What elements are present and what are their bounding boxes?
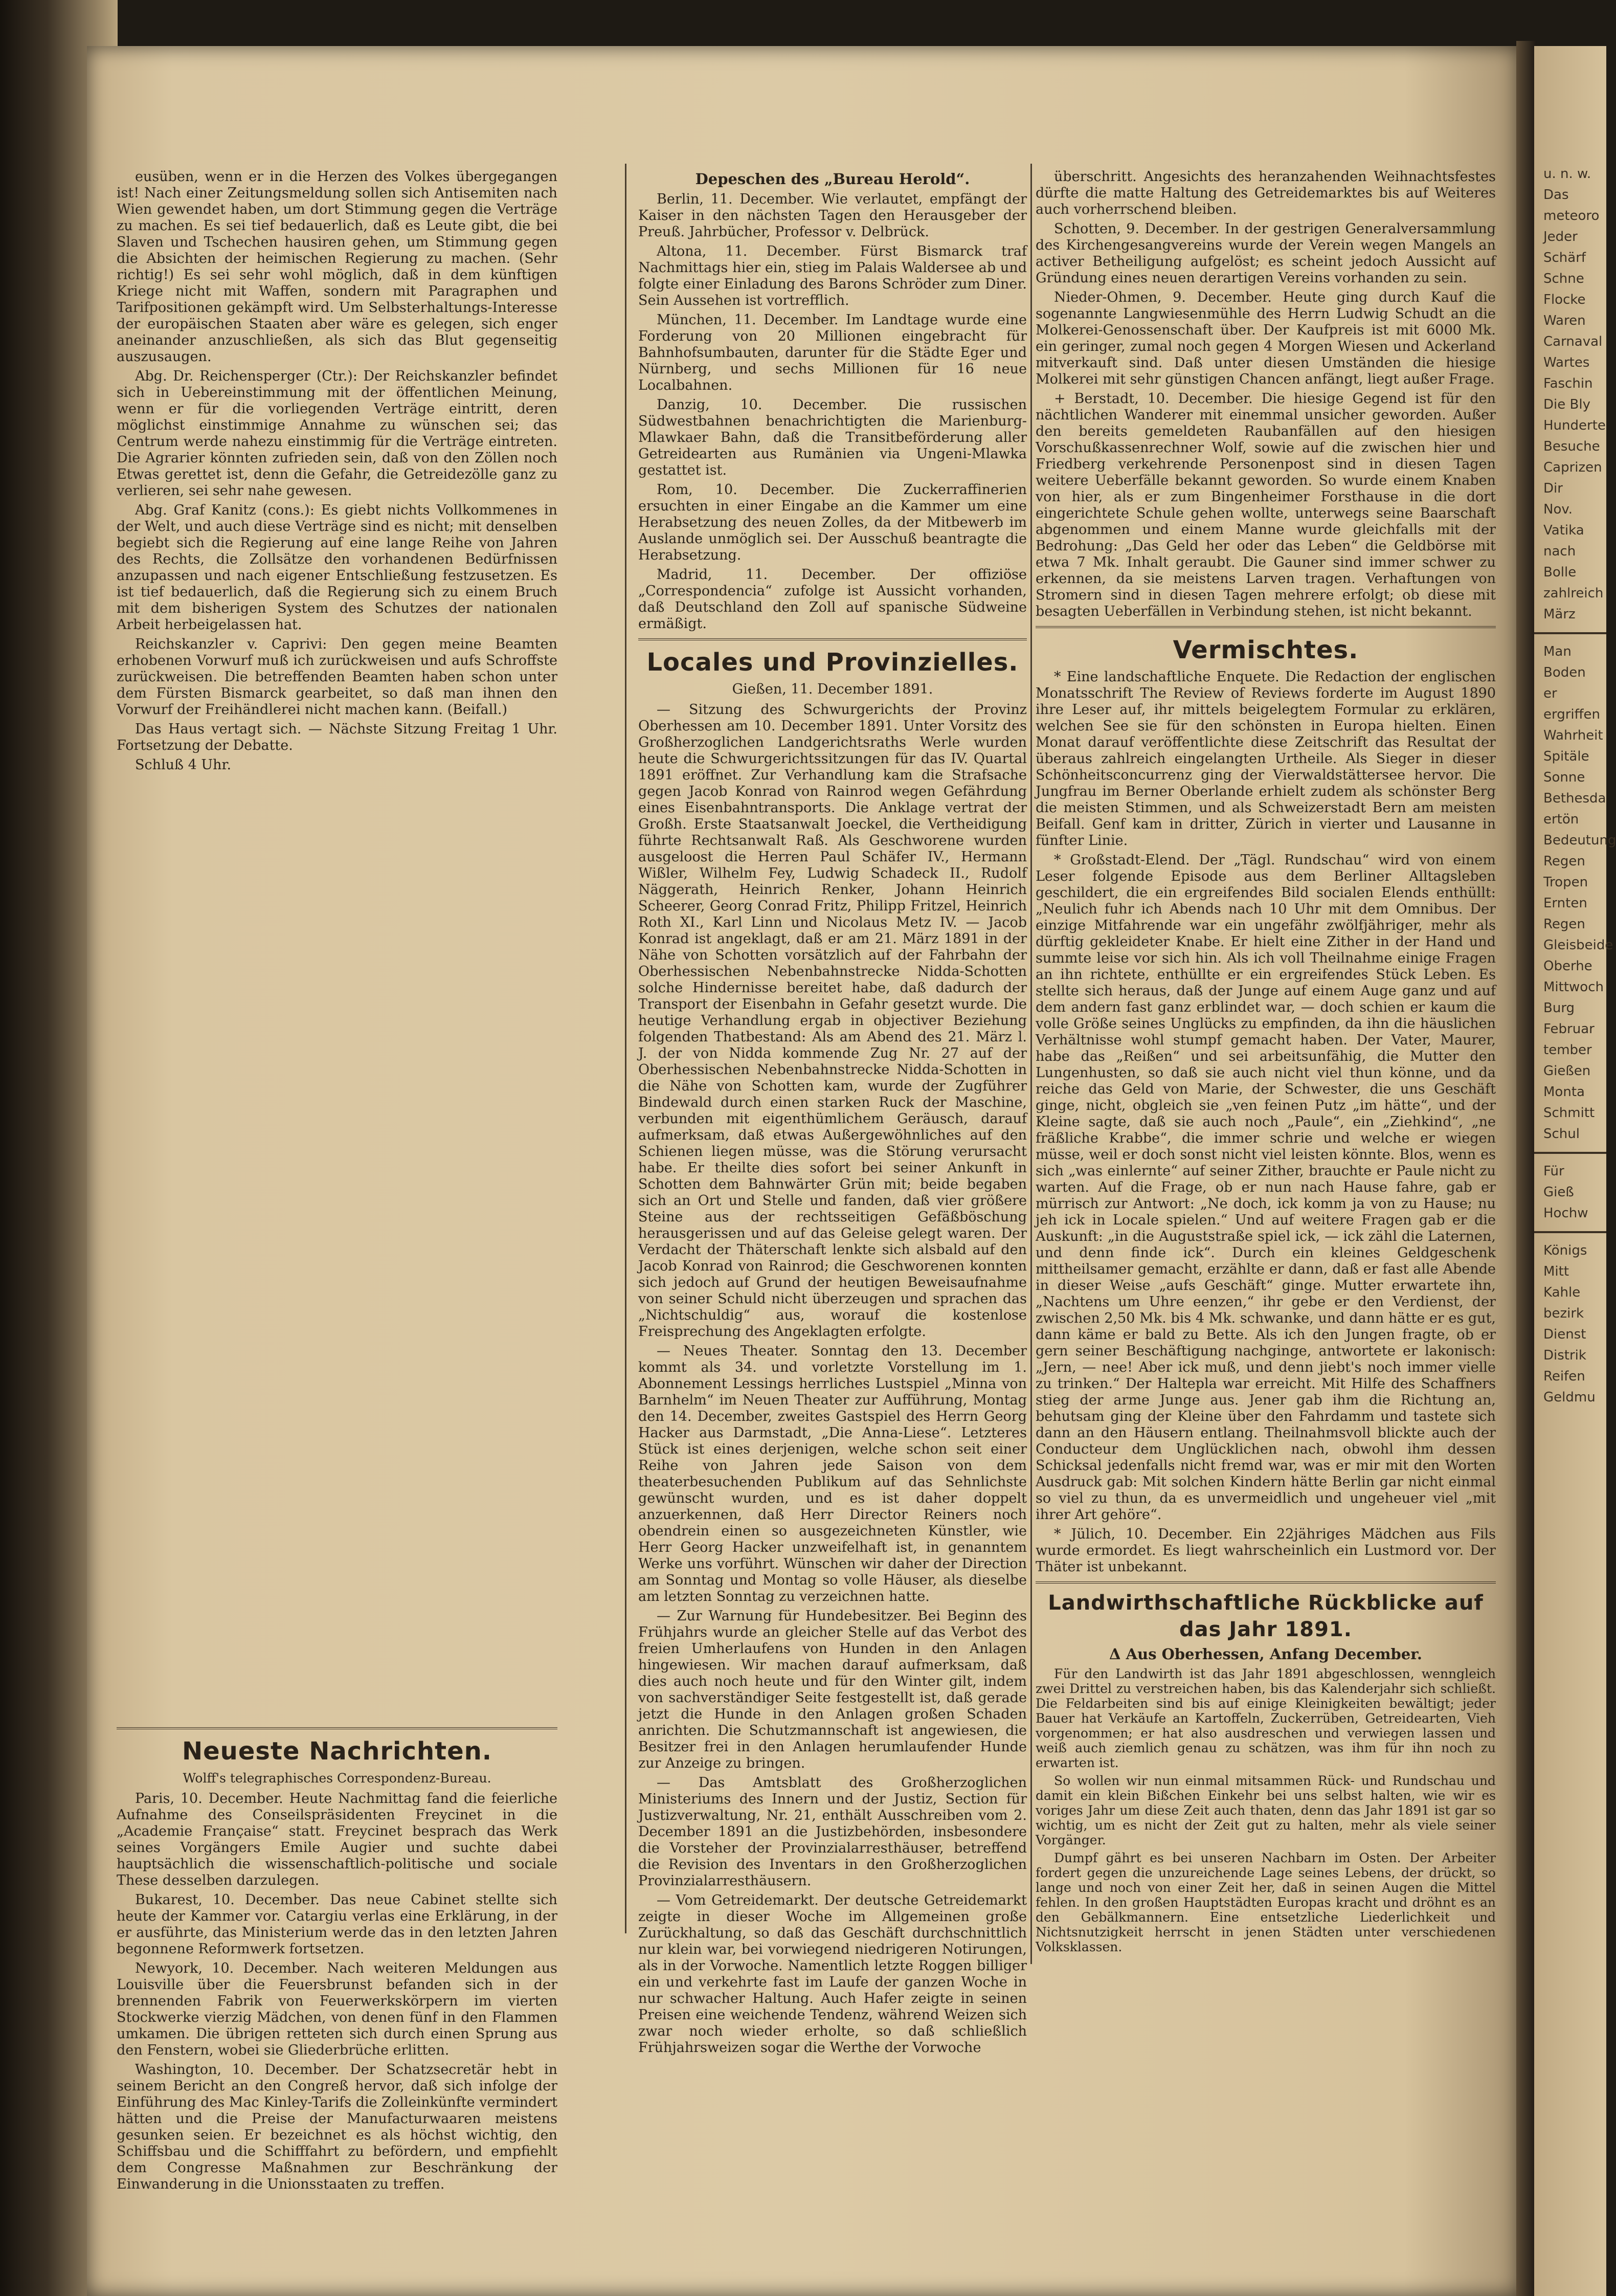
agriculture-paragraph: Für den Landwirth ist das Jahr 1891 abgeschlossen, wenngleich zwei Drittel zu verstreichen haben, bis das Kalenderjahr sich schließt. Die Feldarbeiten sind bis auf einige Kleinigkeiten bewältigt; jeder Bauer hat Verkäufe an Kartoffeln, Zuckerrüben, Getreidearten, Vieh vorgenommen; er hat also ausdreschen und verwiegen lassen und weiß auch ziemlich genau zu schätzen, was ihm für ihn noch zu erwarten ist. xyxy=(1036,1666,1496,1770)
adjacent-page-text-fragment: ertön xyxy=(1543,812,1579,827)
article-paragraph: Abg. Graf Kanitz (cons.): Es giebt nichts Vollkommenes in der Welt, und auch diese Verträge sind es nicht; mit denselben begiebt sich die Regierung auf eine lange Reihe von Jahren des Rechts, die Zollsätze den vorhandenen Bedürfnissen anzupassen und nach eigener Entschließung festzusetzen. Es ist tief bedauerlich, daß die Regierung sich zu einem Bruch mit dem bisherigen System des Schutzes der nationalen Arbeit herbeigelassen hat. xyxy=(117,502,557,633)
column-divider xyxy=(625,164,626,1933)
adjacent-page-text-fragment: Tropen xyxy=(1543,875,1588,890)
adjacent-page-text-fragment: Sonne xyxy=(1543,770,1585,785)
adjacent-page-text-fragment: bezirk xyxy=(1543,1306,1584,1321)
adjacent-page-text-fragment: Spitäle xyxy=(1543,749,1589,764)
agriculture-paragraph: So wollen wir nun einmal mitsammen Rück- und Rundschau und damit ein klein Bißchen Einkehr bei uns selbst halten, wie wir es voriges Jahr um diese Zeit auch thaten, denn das Jahr 1891 ist gar so wichtig, um es nicht der Zeit gut zu halten, mehr als viele seiner Vorgänger. xyxy=(1036,1773,1496,1847)
section-title-miscellaneous: Vermischtes. xyxy=(1173,636,1359,664)
adjacent-page-text-fragment: Wartes xyxy=(1543,355,1590,370)
adjacent-page-text-fragment: Das xyxy=(1543,187,1569,203)
dispatch-item: Danzig, 10. December. Die russischen Südwestbahnen benachrichtigten die Marienburg-Mlawkaer Bahn, daß die Transitbeförderung aller Getreidearten aus Rumänien via Ungeni-Mlawka gestattet ist. xyxy=(638,397,1027,478)
adjacent-page-text-fragment: Bethesda xyxy=(1543,791,1606,806)
adjacent-page-text-fragment: Oberhe xyxy=(1543,958,1592,974)
section-divider xyxy=(638,638,1027,640)
adjacent-page-text-fragment: Mitt xyxy=(1543,1264,1569,1279)
news-item: Paris, 10. December. Heute Nachmittag fand die feierliche Aufnahme des Conseilspräsidenten Freycinet in die „Academie Française“ statt. Freycinet besprach das Werk seines Vorgängers Emile Augier und suchte dabei hauptsächlich die wissenschaftlich-politische und sociale These desselben darzulegen. xyxy=(117,1791,557,1888)
dispatch-item: Berlin, 11. December. Wie verlautet, empfängt der Kaiser in den nächsten Tagen den Herausgeber der Preuß. Jahrbücher, Professor v. Delbrück. xyxy=(638,191,1027,240)
dispatch-item: Rom, 10. December. Die Zuckerraffinerien ersuchten in einer Eingabe an die Kammer um eine Herabsetzung des neuen Zolles, da der Mitbewerb im Auslande unmöglich sei. Der Ausschuß beantragte die Herabsetzung. xyxy=(638,482,1027,563)
adjacent-page-text-fragment: Distrik xyxy=(1543,1348,1586,1363)
latest-news-section xyxy=(117,1721,557,2192)
page-gutter xyxy=(1516,41,1537,2296)
session-close: Schluß 4 Uhr. xyxy=(135,757,232,773)
adjacent-page-text-fragment: Bedeutung xyxy=(1543,833,1616,848)
adjacent-page-text-fragment: Hochw xyxy=(1543,1206,1588,1221)
adjacent-page-text-fragment: Regen xyxy=(1543,917,1585,932)
adjacent-page-text-fragment: Schne xyxy=(1543,271,1584,286)
adjacent-page-text-fragment: Vatika xyxy=(1543,523,1584,538)
local-news-item: — Sitzung des Schwurgerichts der Provinz Oberhessen am 10. December 1891. Unter Vorsitz des Großherzoglichen Landgerichtsraths Werle wurden heute die Schwurgerichtssitzungen für das IV. Quartal 1891 eröffnet. Zur Verhandlung kam die Strafsache gegen Jacob Konrad von Rainrod wegen Gefährdung eines Eisenbahntransports. Die Anklage vertrat der Großh. Erste Staatsanwalt Joeckel, die Vertheidigung führte Rechtsanwalt Raß. Als Geschworene wurden ausgeloost die Herren Paul Schäfer IV., Hermann Wißler, Wilhelm Fey, Ludwig Schadeck II., Rudolf Näggerath, Heinrich Renker, Johann Heinrich Scheerer, Georg Conrad Fritz, Philipp Fritzel, Heinrich Roth XI., Karl Linn und Nicolaus Metz IV. — Jacob Konrad ist angeklagt, daß er am 21. März 1891 in der Nähe von Schotten vorsätzlich auf der Fahrbahn der Oberhessischen Nebenbahnstrecke Nidda-Schotten solche Hindernisse bereitet habe, daß dadurch der Transport der Eisenbahn in Gefahr gesetzt wurde. Die heutige Verhandlung ergab in objectiver Beziehung folgenden Thatbestand: Als am Abend des 21. März l. J. der von Nidda kommende Zug Nr. 27 auf der Oberhessischen Nebenbahnstrecke Nidda-Schotten in die Nähe von Schotten kam, wurde der Zugführer Bindewald durch einen starken Ruck der Maschine, verbunden mit eigenthümlichem Geräusch, darauf aufmerksam, daß etwas Außergewöhnliches auf den Schienen liegen müsse, was die Störung verursacht habe. Er theilte dies sofort bei seiner Ankunft in Schotten dem Bahnwärter Grün mit; beide begaben sich an Ort und Stelle und fanden, daß vier größere Steine aus der rechtsseitigen Gefäßböschung herausgerissen und auf das Geleise gelegt waren. Der Verdacht der Thäterschaft lenkte sich alsbald auf den Jacob Konrad von Rainrod; die Geschworenen konnten sich jedoch auf Grund der heutigen Beweisaufnahme von seiner Schuld nicht überzeugen und sprachen das „Nichtschuldig“ aus, worauf die kostenlose Freisprechung des Angeklagten erfolgte. xyxy=(638,702,1027,1340)
dateline: Gießen, 11. December 1891. xyxy=(732,681,933,697)
adjacent-page-text-fragment: Die Bly xyxy=(1543,397,1590,412)
local-news-item: Nieder-Ohmen, 9. December. Heute ging durch Kauf die sogenannte Langwiesenmühle des Herrn Ludwig Schudt an die Molkerei-Genossenschaft über. Der Kaufpreis ist mit 6000 Mk. ein geringer, zumal noch gegen 4 Morgen Wiesen und Ackerland mitverkauft sind. Daß unter diesen Umständen die hiesige Molkerei mit sehr günstigen Chancen anfängt, liegt außer Frage. xyxy=(1036,289,1496,387)
section-title-agriculture-review: Landwirthschaftliche Rückblicke auf das Jahr 1891. xyxy=(1048,1591,1484,1641)
local-news-item: — Das Amtsblatt des Großherzoglichen Ministeriums des Innern und der Justiz, Section für Justizverwaltung, Nr. 21, enthält Ausschreiben vom 2. December 1891 an die Justizbehörden, insbesondere die Vorsteher der Provinzialarresthäuser, betreffend die Revision des Inventars in den Großherzoglichen Provinzialarresthäusern. xyxy=(638,1775,1027,1889)
misc-item: * Großstadt-Elend. Der „Tägl. Rundschau“ wird von einem Leser folgende Episode aus dem Berliner Alltagsleben geschildert, die ein ergreifendes Bild socialen Elends enthüllt: „Neulich fuhr ich Abends nach 10 Uhr mit dem Omnibus. Der einzige Mitfahrende war ein ungefähr zwölfjähriger, mehr als dürftig gekleideter Knabe. Er hielt eine Zither in der Hand und summte leise vor sich hin. Als ich voll Theilnahme einige Fragen an ihn richtete, enthüllte er ein ergreifendes Stück Leben. Es stellte sich heraus, daß der Junge auf einem Auge ganz und auf dem andern fast ganz erblindet war, — doch schien er kaum die volle Größe seines Unglücks zu empfinden, da ihn die häuslichen Verhältnisse wohl stumpf gemacht haben. Der Vater, Maurer, habe das „Reißen“ und sei arbeitsunfähig, die Mutter den Lungenhusten, so daß sie auch nicht viel thun könne, und da reiche das Geld von Marie, der Schwester, die uns Geschäft ginge, nicht, obgleich sie „ven feinen Putz „im hätte“, und der Kleine sagte, daß sie auch noch „Paule“, ein „Ziehkind“, „ne fräßliche Krabbe“, die immer schrie und welche er wiegen müsse, weil er doch sonst nicht viel leisten könnte. Blos, wenn es sich „was einlernte“ auf seiner Zither, brauchte er Paule nicht zu warten. Auf die Frage, ob er nun nach Hause fahre, gab er mürrisch zur Antwort: „Ne doch, ick komm ja von zu Hause; nu jeh ick in Locale spielen.“ Und auf weitere Fragen gab er die Auskunft: „in die Auguststraße spiel ick, — ick zähl die Laternen, und denn finde ick“. Durch ein kleines Geldgeschenk mittheilsamer gemacht, erzählte er dann, daß er fast alle Abende in dieser Weise „aufs Geschäft“ ginge. Mutter erwartete ihn, „Nachtens um Uhre eenzen,“ ihr gebe er den Verdienst, der zwischen 2,50 Mk. bis 4 Mk. schwanke, und dann hätte er es gut, dann käme er bald zu Bette. Als ich den Jungen fragte, ob er gern seiner Beschäftigung nachginge, antwortete er lakonisch: „Jern, — nee! Aber ick muß, und denn jiebt's noch immer vielle zu trinken.“ Der Haltepla war erreicht. Mit Hilfe des Schaffners stieg der arme Junge aus. Jener gab ihm die Richtung an, behutsam ging der Kleine über den Fahrdamm und tastete sich dann an den Häusern entlang. Theilnahmsvoll blickte auch der Conducteur dem Unglücklichen nach, obwohl ihm dessen Schicksal jedenfalls nicht fremd war, was er mir mit den Worten Ausdruck gab: Mit solchen Kindern hätte Berlin gar nicht einmal so viel zu thun, da es unvermeidlich und ungeheuer viel „mit ihrer Art gehöre“. xyxy=(1036,852,1496,1523)
agriculture-dateline: Δ Aus Oberhessen, Anfang December. xyxy=(1109,1645,1422,1663)
adjacent-page-rule xyxy=(1534,632,1606,634)
section-divider xyxy=(1036,626,1496,628)
misc-item: * Eine landschaftliche Enquete. Die Redaction der englischen Monatsschrift The Review of Reviews forderte im August 1890 ihre Leser auf, ihr mittels beigelegtem Formular zu erklären, welchen See sie für den schönsten in Europa hielten. Einen Monat darauf veröffentlichte diese Zeitschrift das Resultat der überaus zahlreich eingelangten Urtheile. Als Sieger in dieser Schönheitsconcurrenz ging der Vierwaldstättersee hervor. Die Jungfrau im Berner Oberlande erhielt zudem als schönster Berg die meisten Stimmen, und als Schweizerstadt Bern am meisten Beifall. Genf kam in dritter, Zürich in vierter und Lausanne in fünfter Linie. xyxy=(1036,669,1496,849)
adjacent-page-text-fragment: Reifen xyxy=(1543,1369,1585,1384)
adjacent-page-text-fragment: Königs xyxy=(1543,1243,1587,1258)
section-title-latest-news: Neueste Nachrichten. xyxy=(182,1737,492,1766)
article-paragraph: Das Haus vertagt sich. — Nächste Sitzung Freitag 1 Uhr. Fortsetzung der Debatte. xyxy=(117,721,557,753)
adjacent-page-text-fragment: Schmitt xyxy=(1543,1105,1595,1121)
news-agency-credit: Wolff's telegraphisches Correspondenz-Bureau. xyxy=(183,1771,491,1786)
column-2 xyxy=(638,169,1027,2189)
adjacent-page-text-fragment: Gleisbeide xyxy=(1543,938,1613,953)
adjacent-page-text-fragment: Jeder xyxy=(1543,229,1578,244)
adjacent-page-text-fragment: Besuche xyxy=(1543,439,1600,454)
adjacent-page-rule xyxy=(1534,1231,1606,1233)
adjacent-page-text-fragment: Februar xyxy=(1543,1021,1595,1037)
adjacent-page-text-fragment: Carnaval xyxy=(1543,334,1603,349)
adjacent-page-text-fragment: nach xyxy=(1543,544,1576,559)
article-paragraph: eusüben, wenn er in die Herzen des Volkes übergegangen ist! Nach einer Zeitungsmeldung sollen sich Antisemiten nach Wien gewendet haben, um dort Stimmung gegen die Verträge zu machen. Es sei tief bedauerlich, daß es Leute gibt, die bei Slaven und Tschechen hausiren gehen, um Stimmung gegen die Absichten der heimischen Regierung zu machen. (Sehr richtig!) Es sei sehr wohl möglich, daß in dem künftigen Kriege nicht mit Waffen, sondern mit Paragraphen und Tarifpositionen gekämpft wird. Um Selbsterhaltungs-Interesse der europäischen Staaten aber wäre es gelegen, sich enger aneinander anzuschließen, als sich das Blut gegenseitig auszusaugen. xyxy=(117,169,557,365)
adjacent-page-text-fragment: Kahle xyxy=(1543,1285,1581,1300)
column-divider xyxy=(1030,164,1032,1964)
column-1 xyxy=(117,169,557,1713)
section-divider xyxy=(1036,1581,1496,1584)
adjacent-page-text-fragment: Geldmu xyxy=(1543,1390,1596,1405)
adjacent-page-text-fragment: Gießen xyxy=(1543,1063,1591,1079)
local-news-item: — Vom Getreidemarkt. Der deutsche Getreidemarkt zeigte in dieser Woche im Allgemeinen große Zurückhaltung, so daß das Geschäft durchschnittlich nur klein war, bei vorwiegend niedrigeren Notirungen, als in der Vorwoche. Namentlich letzte Roggen billiger ein und verkehrte fast im Laufe der ganzen Woche in nur schwacher Haltung. Auch Hafer zeigte in seinen Preisen eine weichende Tendenz, während Weizen sich zwar noch wieder erholte, so daß schließlich Frühjahrsweizen sogar die Werthe der Vorwoche xyxy=(638,1892,1027,2056)
dispatches-heading: Depeschen des „Bureau Herold“. xyxy=(695,170,970,188)
adjacent-page-edge xyxy=(1534,46,1616,2296)
adjacent-page-text-fragment: Hunderte xyxy=(1543,418,1606,433)
adjacent-page-rule xyxy=(1534,1152,1606,1154)
adjacent-page-text-fragment: zahlreich xyxy=(1543,586,1604,601)
news-item: Bukarest, 10. December. Das neue Cabinet stellte sich heute der Kammer vor. Catargiu verlas eine Erklärung, in der er ausführte, das Ministerium werde das in den letzten Jahren begonnene Reformwerk fortsetzen. xyxy=(117,1892,557,1957)
local-news-item: Schotten, 9. December. In der gestrigen Generalversammlung des Kirchengesangvereins wurde der Verein wegen Mangels an activer Betheiligung aufgelöst; es scheint jedoch Aussicht auf Gründung eines neuen derartigen Vereins vorhanden zu sein. xyxy=(1036,221,1496,286)
adjacent-page-text-fragment: Nov. xyxy=(1543,502,1573,517)
adjacent-page-text-fragment: Monta xyxy=(1543,1084,1585,1100)
misc-item: * Jülich, 10. December. Ein 22jähriges Mädchen aus Fils wurde ermordet. Es liegt wahrscheinlich ein Lustmord vor. Der Thäter ist unbekannt. xyxy=(1036,1526,1496,1575)
adjacent-page-text-fragment: März xyxy=(1543,607,1576,622)
column-3 xyxy=(1036,169,1496,2189)
adjacent-page-text-fragment: meteoro xyxy=(1543,208,1600,224)
adjacent-page-text-fragment: Für xyxy=(1543,1164,1564,1179)
adjacent-page-text-fragment: Ernten xyxy=(1543,896,1587,911)
adjacent-page-text-fragment: Mittwoch xyxy=(1543,979,1604,995)
dispatch-item: München, 11. December. Im Landtage wurde eine Forderung von 20 Millionen eingebracht für Bahnhofsumbauten, darunter für die Städte Eger und Nürnberg, und sechs Millionen für 16 neue Localbahnen. xyxy=(638,312,1027,393)
news-item: Newyork, 10. December. Nach weiteren Meldungen aus Louisville über die Feuersbrunst befanden sich in der brennenden Fabrik von Feuerwerkskörpern im vierten Stockwerke vierzig Mädchen, von denen fünf in den Flammen umkamen. Die übrigen retteten sich durch einen Sprung aus den Fenstern, wobei sie Gliederbrüche erlitten. xyxy=(117,1960,557,2058)
adjacent-page-text-fragment: Flocke xyxy=(1543,292,1586,307)
agriculture-paragraph: Dumpf gährt es bei unseren Nachbarn im Osten. Der Arbeiter fordert gegen die unzureichende Lage seines Lebens, der drückt, so lange und noch von einer Zeit her, daß in seinen Augen die Mittel fehlen. In den großen Hauptstädten Europas kracht und dröhnt es an den Gebälkmannern. Eine entsetzliche Liederlichkeit und Nichtsnutzigkeit herrscht in jenen Städten unter verschiedenen Volksklassen. xyxy=(1036,1851,1496,1954)
adjacent-page-text-fragment: Waren xyxy=(1543,313,1586,328)
section-divider xyxy=(117,1727,557,1729)
local-news-item: — Zur Warnung für Hundebesitzer. Bei Beginn des Frühjahrs wurde an gleicher Stelle auf das Verbot des freien Umherlaufens von Hunden in den Anlagen hingewiesen. Wir machen darauf aufmerksam, daß dies auch noch heute und für den Winter gilt, indem von sachverständiger Seite festgestellt ist, daß gerade jetzt die Hunde in den Anlagen großen Schaden anrichten. Die Schutzmannschaft ist angewiesen, die Besitzer frei in den Anlagen herumlaufender Hunde zur Anzeige zu bringen. xyxy=(638,1608,1027,1771)
local-news-item: + Berstadt, 10. December. Die hiesige Gegend ist für den nächtlichen Wanderer mit einemmal unsicher geworden. Außer den bereits gemeldeten Raubanfällen auf den hiesigen Vorschußkassenrechner Wolf, sowie auf die zwischen hier und Friedberg verkehrende Personenpost sind in diesen Tagen weitere Ueberfälle bekannt geworden. So wurde einem Knaben von hier, als er zum Bingenheimer Forsthause in die dort eingerichtete Schule gehen wollte, unterwegs seine Baarschaft abgenommen und einem Manne wurde gleichfalls mit der Bedrohung: „Das Geld her oder das Leben“ die Geldbörse mit etwa 7 Mk. Inhalt geraubt. Die Gauner sind immer schwer zu erkennen, da sie meistens Larven tragen. Verhaftungen von Stromern sind in diesen Tagen mehrere erfolgt; ob diese mit besagten Ueberfällen in Verbindung stehen, ist nicht bekannt. xyxy=(1036,391,1496,619)
section-title-local-news: Locales und Provinzielles. xyxy=(646,648,1019,677)
local-news-item: — Neues Theater. Sonntag den 13. December kommt als 34. und vorletzte Vorstellung im 1. Abonnement Lessings herrliches Lustspiel „Minna von Barnhelm“ im Neuen Theater zur Aufführung, Montag den 14. December, zweites Gastspiel des Herrn Georg Hacker aus Darmstadt, „Die Anna-Liese“. Letzteres Stück ist eines derjenigen, welche schon seit einer Reihe von Jahren jede Saison von dem theaterbesuchenden Publikum auf das Sehnlichste gewünscht wurden, und es ist daher doppelt anzuerkennen, daß Herr Director Reiners noch obendrein einen so ausgezeichneten Künstler, wie Herr Georg Hacker unzweifelhaft ist, in genanntem Werke uns vorführt. Wünschen wir daher der Direction am Sonntag und Montag so volle Häuser, als dieselbe am letzten Sonntag zu verzeichnen hatte. xyxy=(638,1343,1027,1604)
adjacent-page-text-fragment: ergriffen xyxy=(1543,707,1601,722)
local-news-item: überschritt. Angesichts des heranzahenden Weihnachtsfestes dürfte die matte Haltung des Getreidemarktes bis auf Weiteres auch vorherrschend bleiben. xyxy=(1036,169,1496,217)
dispatch-item: Madrid, 11. December. Der offiziöse „Correspondencia“ zufolge ist Aussicht vorhanden, daß Deutschland den Zoll auf spanische Südweine ermäßigt. xyxy=(638,567,1027,632)
adjacent-page-text-fragment: Bolle xyxy=(1543,565,1577,580)
news-item: Washington, 10. December. Der Schatzsecretär hebt in seinem Bericht an den Congreß hervor, daß sich infolge der Einführung des Mac Kinley-Tarifs die Zolleinkünfte vermindert hätten und die Preise der Manufacturwaaren meistens gesunken seien. Er bezeichnet es als höchst wichtig, den Schiffsbau und die Schifffahrt zu befördern, und empfiehlt dem Congresse Maßnahmen zur Beschränkung der Einwanderung in die Unionsstaaten zu treffen. xyxy=(117,2062,557,2192)
adjacent-page-text-fragment: Dienst xyxy=(1543,1327,1586,1342)
adjacent-page-text-fragment: Man xyxy=(1543,644,1572,659)
adjacent-page-text-fragment: Boden xyxy=(1543,665,1586,680)
adjacent-page-text-fragment: Schärf xyxy=(1543,250,1586,265)
adjacent-page-text-fragment: tember xyxy=(1543,1042,1592,1058)
adjacent-page-text-fragment: Caprizen xyxy=(1543,460,1602,475)
article-paragraph: Reichskanzler v. Caprivi: Den gegen meine Beamten erhobenen Vorwurf muß ich zurückweisen und aufs Schroffste zurückweisen. Die betreffenden Beamten haben schon unter dem Fürsten Bismarck gearbeitet, so daß man ihnen den Vorwurf der Freihändlerei nicht machen kann. (Beifall.) xyxy=(117,636,557,718)
article-paragraph: Abg. Dr. Reichensperger (Ctr.): Der Reichskanzler befindet sich in Uebereinstimmung mit der öffentlichen Meinung, wenn er für die vorliegenden Verträge eintritt, deren möglichst einstimmige Annahme zu wünschen sei; das Centrum werde nahezu einstimmig für die Verträge eintreten. Die Agrarier könnten zufrieden sein, daß von den Zöllen noch Etwas gerettet ist, denn die Gefahr, die Getreidezölle ganz zu verlieren, sei sehr nahe gewesen. xyxy=(117,368,557,499)
adjacent-page-text-fragment: er xyxy=(1543,686,1557,701)
adjacent-page-text-fragment: Schul xyxy=(1543,1126,1580,1142)
dispatch-item: Altona, 11. December. Fürst Bismarck traf Nachmittags hier ein, stieg im Palais Waldersee ab und folgte einer Einladung des Barons Schröder zum Diner. Sein Aussehen ist vortrefflich. xyxy=(638,243,1027,308)
adjacent-page-text-fragment: Burg xyxy=(1543,1000,1575,1016)
adjacent-page-text-fragment: Faschin xyxy=(1543,376,1593,391)
adjacent-page-text-fragment: Gieß xyxy=(1543,1185,1574,1200)
adjacent-page-text-fragment: Dir xyxy=(1543,481,1563,496)
adjacent-page-text-fragment: Regen xyxy=(1543,854,1585,869)
adjacent-page-text-fragment: Wahrheit xyxy=(1543,728,1603,743)
adjacent-page-text-fragment: u. n. w. xyxy=(1543,166,1591,182)
